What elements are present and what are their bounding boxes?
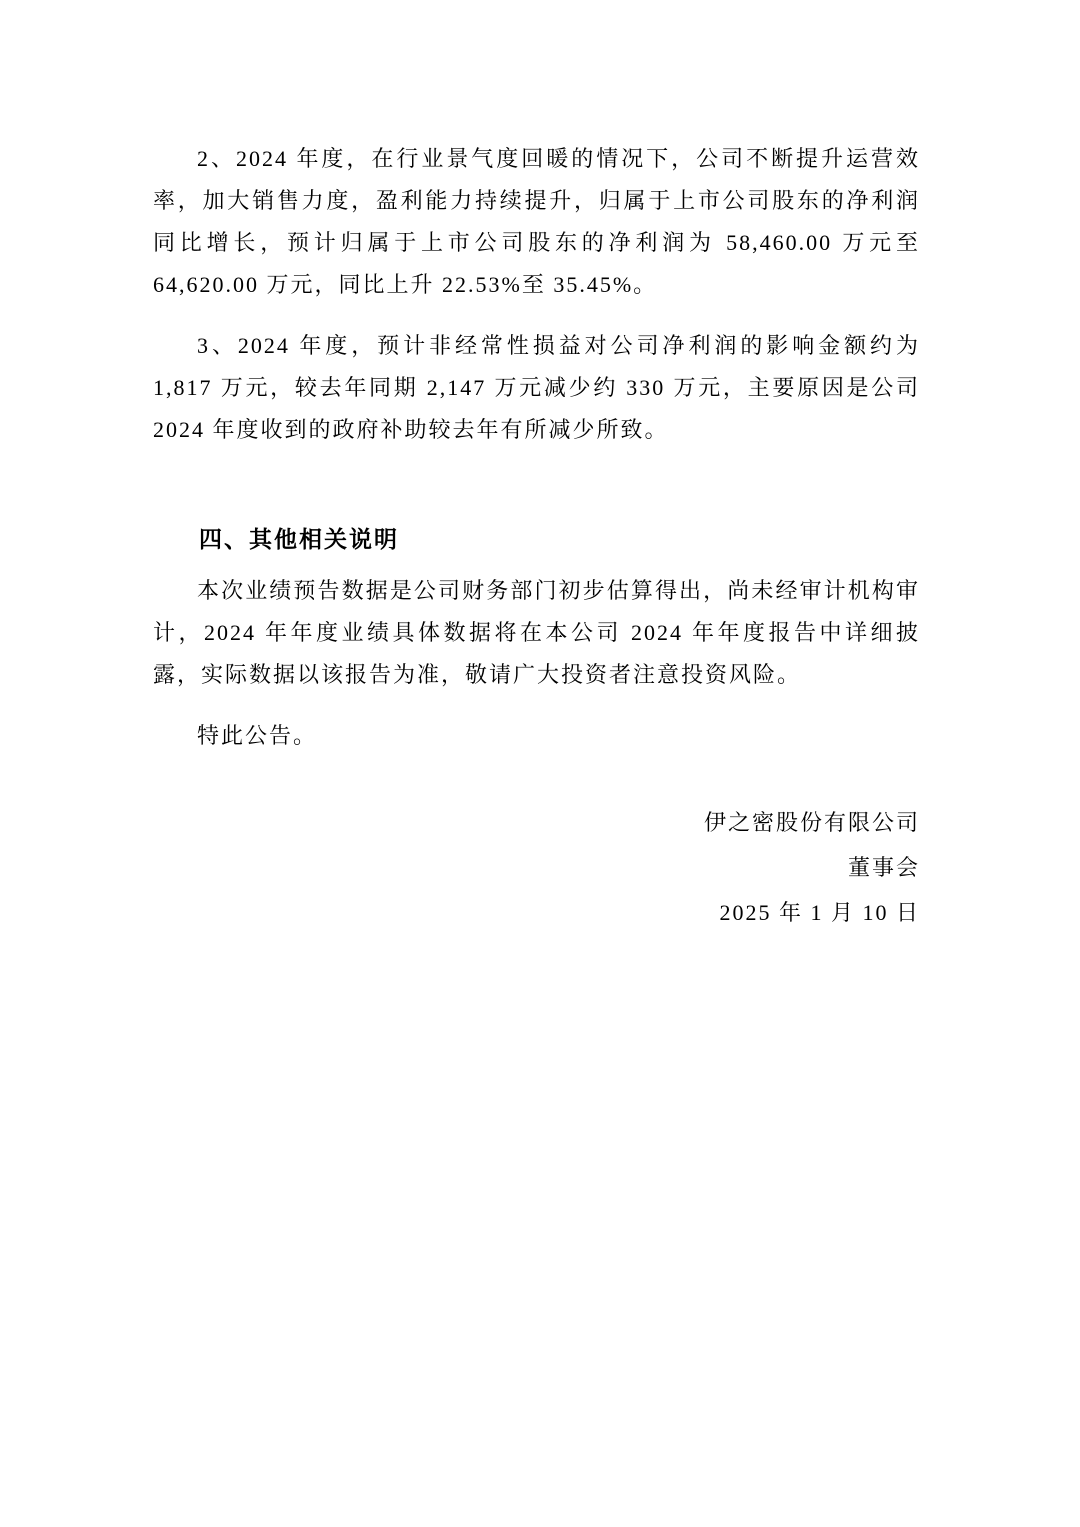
signature-company: 伊之密股份有限公司 (703, 810, 920, 835)
closing-text: 特此公告。 (197, 723, 318, 748)
signature-signer: 董事会 (847, 855, 920, 880)
section-heading-other-notes: 四、其他相关说明 (199, 526, 399, 552)
paragraph-item-3: 3、2024 年度，预计非经常性损益对公司净利润的影响金额约为 1,817 万元，较去年同期 2,147 万元减少约 330 万元，主要原因是公司 2024 年度收到的政府补助较去年有所减少所致。 (153, 333, 920, 442)
paragraph-item-2: 2、2024 年度，在行业景气度回暖的情况下，公司不断提升运营效率，加大销售力度，盈利能力持续提升，归属于上市公司股东的净利润同比增长，预计归属于上市公司股东的净利润为 58,460.00 万元至 64,620.00 万元，同比上升 22.53%至 35.45%。 (153, 146, 920, 297)
signature-block (153, 800, 920, 935)
paragraph-other-notes: 本次业绩预告数据是公司财务部门初步估算得出，尚未经审计机构审计，2024 年年度业绩具体数据将在本公司 2024 年年度报告中详细披露，实际数据以该报告为准，敬请广大投资者注意投资风险。 (153, 578, 920, 687)
signature-date: 2025 年 1 月 10 日 (719, 900, 920, 925)
